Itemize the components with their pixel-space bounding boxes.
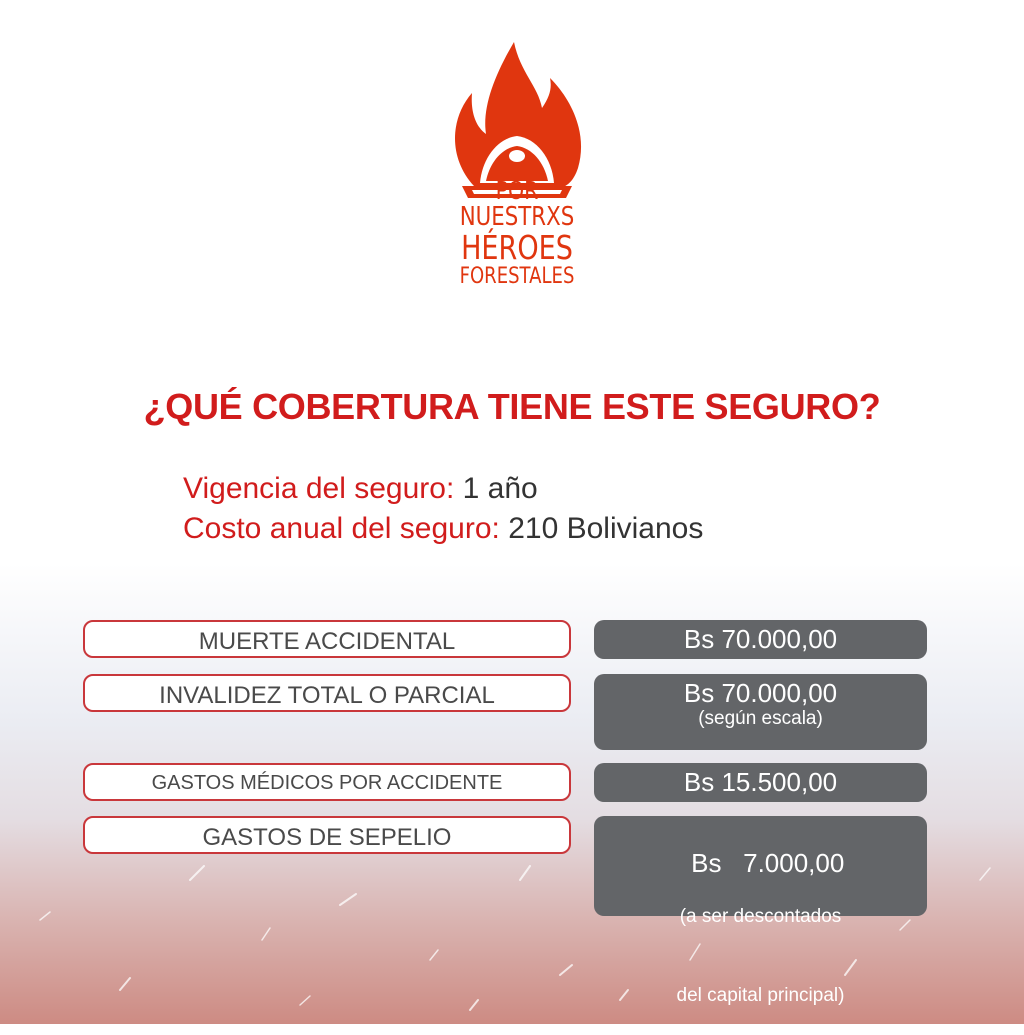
coverage-label-disability: INVALIDEZ TOTAL O PARCIAL	[83, 674, 571, 712]
annual-cost-line	[183, 512, 703, 546]
logo-text	[456, 178, 579, 289]
coverage-amount: Bs 70.000,00	[683, 678, 838, 708]
coverage-amount: Bs 70.000,00	[683, 624, 838, 654]
logo-line-4: FORESTALES	[459, 264, 575, 289]
coverage-label-medical: GASTOS MÉDICOS POR ACCIDENTE	[83, 763, 571, 801]
logo-line-2: NUESTRXS	[459, 202, 575, 232]
coverage-value-medical	[594, 763, 927, 802]
coverage-note: (a ser descontados	[679, 906, 842, 927]
logo-line-1: POR	[495, 176, 539, 205]
coverage-value-disability	[594, 674, 927, 750]
coverage-amount: Bs 15.500,00	[683, 767, 838, 797]
coverage-note: (según escala)	[698, 708, 823, 729]
coverage-value-death	[594, 620, 927, 659]
page-title: ¿QUÉ COBERTURA TIENE ESTE SEGURO?	[143, 386, 881, 427]
logo-line-3: HÉROES	[461, 228, 573, 267]
annual-cost-value: 210 Bolivianos	[499, 512, 704, 545]
coverage-value-funeral	[594, 816, 927, 1006]
validity-label: Vigencia del seguro:	[183, 472, 455, 505]
validity-line	[183, 472, 538, 506]
coverage-note-2: del capital principal)	[676, 985, 845, 1006]
coverage-label-funeral: GASTOS DE SEPELIO	[83, 816, 571, 854]
annual-cost-label: Costo anual del seguro:	[183, 512, 500, 545]
validity-value: 1 año	[454, 472, 538, 505]
coverage-amount: Bs 7.000,00	[691, 848, 845, 878]
coverage-label-death: MUERTE ACCIDENTAL	[83, 620, 571, 658]
